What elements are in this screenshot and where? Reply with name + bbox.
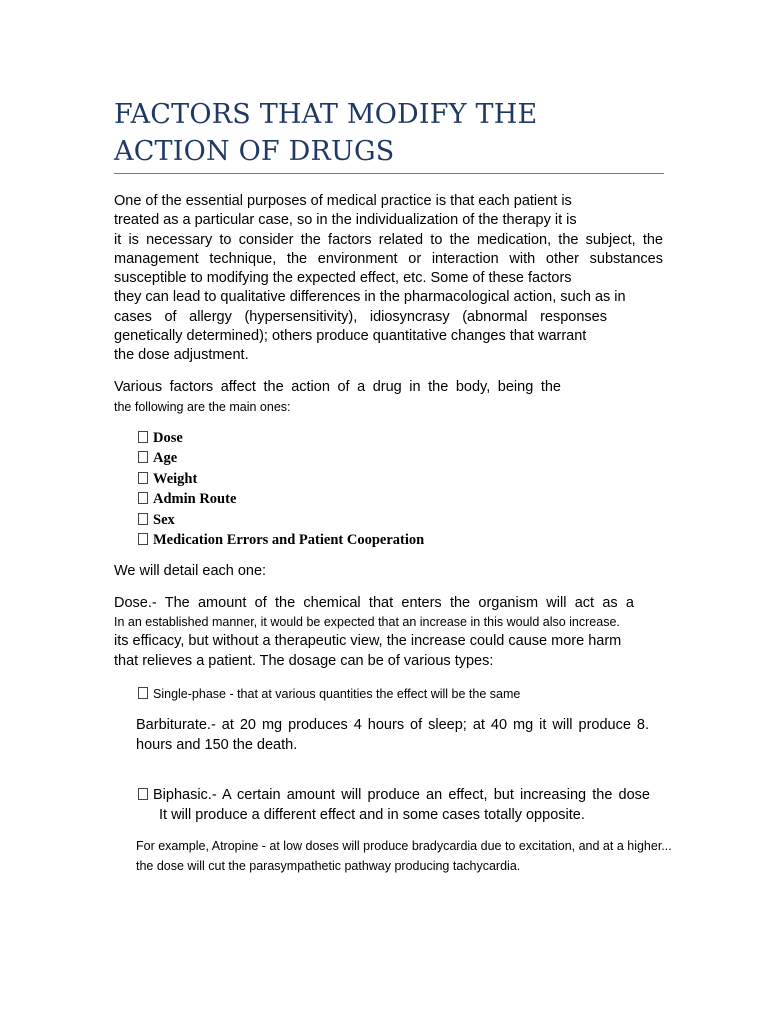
checkbox-bullet-icon	[138, 451, 148, 463]
intro-line: cases of allergy (hypersensitivity), idiosyncrasy (abnormal responses	[114, 309, 607, 325]
barbiturate-line: hours and 150 the death.	[136, 737, 298, 753]
dose-line: its efficacy, but without a therapeutic view, the increase could cause more harm	[114, 633, 622, 649]
atropine-line: the dose will cut the parasympathetic pathway producing tachycardia.	[136, 859, 521, 873]
biphasic-line: It will produce a different effect and in some cases totally opposite.	[159, 807, 585, 823]
various-line-2: the following are the main ones:	[114, 400, 291, 414]
checkbox-bullet-icon	[138, 533, 148, 545]
list-item: Medication Errors and Patient Cooperation	[138, 530, 424, 550]
barbiturate-line: Barbiturate.- at 20 mg produces 4 hours of sleep; at 40 mg it will produce 8.	[136, 717, 649, 733]
title-line-1: FACTORS THAT MODIFY THE	[114, 99, 538, 130]
detail-intro: We will detail each one:	[114, 563, 267, 579]
document-title	[114, 96, 674, 170]
checkbox-bullet-icon	[138, 788, 148, 800]
biphasic-item: Biphasic.- A certain amount will produce an effect, but increasing the dose	[138, 786, 650, 805]
single-phase-item: Single-phase - that at various quantities the effect will be the same	[138, 685, 520, 704]
intro-line: One of the essential purposes of medical practice is that each patient is	[114, 193, 572, 209]
title-line-2: ACTION OF DRUGS	[114, 136, 395, 167]
dose-line: that relieves a patient. The dosage can be of various types:	[114, 653, 494, 669]
checkbox-bullet-icon	[138, 513, 148, 525]
list-item: Admin Route	[138, 489, 424, 509]
dose-line: In an established manner, it would be expected that an increase in this would also increase.	[114, 615, 620, 629]
list-item: Dose	[138, 428, 424, 448]
intro-line: treated as a particular case, so in the individualization of the therapy it is	[114, 212, 577, 228]
checkbox-bullet-icon	[138, 431, 148, 443]
intro-line: genetically determined); others produce quantitative changes that warrant	[114, 328, 587, 344]
intro-line: it is necessary to consider the factors related to the medication, the subject, the	[114, 232, 663, 248]
list-item: Sex	[138, 510, 424, 530]
factor-list	[138, 428, 424, 550]
list-item: Weight	[138, 469, 424, 489]
checkbox-bullet-icon	[138, 492, 148, 504]
intro-line: management technique, the environment or interaction with other substances	[114, 251, 663, 267]
various-line-1: Various factors affect the action of a drug in the body, being the	[114, 379, 561, 395]
checkbox-bullet-icon	[138, 687, 148, 699]
intro-line: they can lead to qualitative differences in the pharmacological action, such as in	[114, 289, 626, 305]
intro-line: susceptible to modifying the expected effect, etc. Some of these factors	[114, 270, 572, 286]
checkbox-bullet-icon	[138, 472, 148, 484]
dose-line: Dose.- The amount of the chemical that enters the organism will act as a	[114, 595, 634, 611]
list-item: Age	[138, 448, 424, 468]
atropine-line: For example, Atropine - at low doses will produce bradycardia due to excitation, and at a higher...	[136, 839, 672, 853]
intro-line: the dose adjustment.	[114, 347, 249, 363]
title-underline	[114, 173, 664, 174]
